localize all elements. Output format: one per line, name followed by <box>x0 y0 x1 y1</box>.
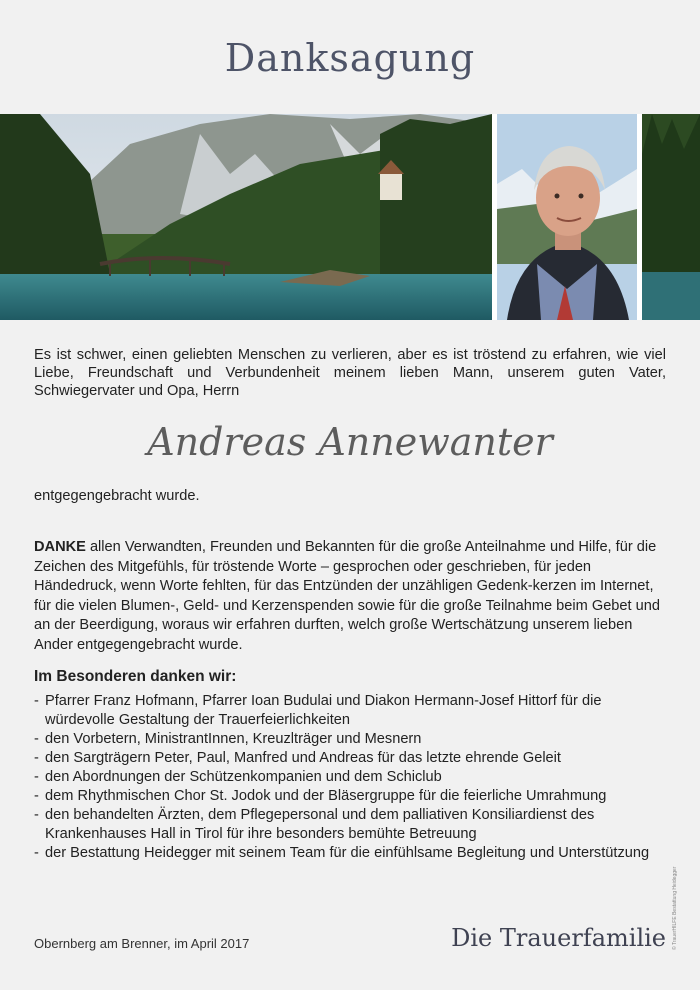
list-item: - den Vorbetern, MinistrantInnen, Kreuzlträger und Mesnern <box>34 731 422 747</box>
thanks-bold: DANKE <box>34 539 86 555</box>
portrait-photo <box>497 114 637 320</box>
place-date: Obernberg am Brenner, im April 2017 <box>34 936 250 951</box>
thanks-paragraph <box>34 538 666 655</box>
forest-photo <box>642 114 700 320</box>
list-item: - Pfarrer Franz Hofmann, Pfarrer Ioan Budulai und Diakon Hermann-Josef Hittorf für die würdevolle Gestaltung der Trauerfeierlichkeiten <box>34 693 602 728</box>
list-item-text: den Vorbetern, MinistrantInnen, Kreuzlträger und Mesnern <box>45 731 422 747</box>
special-thanks-list <box>34 692 666 863</box>
page-title: Danksagung <box>224 36 476 80</box>
intro-text: Es ist schwer, einen geliebten Menschen zu verlieren, aber es ist tröstend zu erfahren, wie viel Liebe, Freundschaft und Verbundenheit meinem lieben Mann, unserem guten Vater, Schwiegervater und Opa, Herrn <box>34 347 666 399</box>
list-item-text: Pfarrer Franz Hofmann, Pfarrer Ioan Budulai und Diakon Hermann-Josef Hittorf für die würdevolle Gestaltung der Trauerfeierlichkeiten <box>45 693 602 728</box>
landscape-photo <box>0 114 492 320</box>
list-item: - der Bestattung Heidegger mit seinem Team für die einfühlsame Begleitung und Unterstützung <box>34 845 650 861</box>
list-item-text: der Bestattung Heidegger mit seinem Team für die einfühlsame Begleitung und Unterstützung <box>45 845 650 861</box>
list-item: - dem Rhythmischen Chor St. Jodok und der Bläsergruppe für die feierliche Umrahmung <box>34 788 607 804</box>
photo-banner <box>0 114 700 320</box>
thanks-text: allen Verwandten, Freunden und Bekannten für die große Anteilnahme und Hilfe, für die Zeichen des Mitgefühls, für tröstende Worte – gesprochen oder geschrieben, für jeden Händedruck, wenn Worte fehlten, für das Entzünden der unzähligen Gedenk-kerzen im Internet, für die vielen Blumen-, Geld- und Kerzenspenden sowie für die große Teilnahme beim Gebet und an der Beerdigung, woraus wir erfahren durften, welch große Wertschätzung unserem lieben Ander entgegengebracht wurde. <box>34 539 660 653</box>
deceased-name: Andreas Annewanter <box>147 420 553 464</box>
signature: Die Trauerfamilie <box>451 924 666 952</box>
list-item-text: dem Rhythmischen Chor St. Jodok und der Bläsergruppe für die feierliche Umrahmung <box>45 788 607 804</box>
list-item-text: den behandelten Ärzten, dem Pflegepersonal und dem palliativen Konsiliardienst des Krankenhauses Hall in Tirol für ihre besonders bemühte Betreuung <box>45 807 595 842</box>
list-item: - den behandelten Ärzten, dem Pflegepersonal und dem palliativen Konsiliardienst des Krankenhauses Hall in Tirol für ihre besonders bemühte Betreuung <box>34 807 595 842</box>
special-thanks-heading: Im Besonderen danken wir: <box>34 668 237 685</box>
list-item: - den Abordnungen der Schützenkompanien und dem Schiclub <box>34 769 442 785</box>
after-name-text: entgegengebracht wurde. <box>34 488 200 504</box>
list-item: - den Sargträgern Peter, Paul, Manfred und Andreas für das letzte ehrende Geleit <box>34 750 561 766</box>
photo-credit: © TrauerHILFE Bestattung Heidegger <box>672 866 678 950</box>
list-item-text: den Sargträgern Peter, Paul, Manfred und Andreas für das letzte ehrende Geleit <box>45 750 561 766</box>
list-item-text: den Abordnungen der Schützenkompanien und dem Schiclub <box>45 769 442 785</box>
